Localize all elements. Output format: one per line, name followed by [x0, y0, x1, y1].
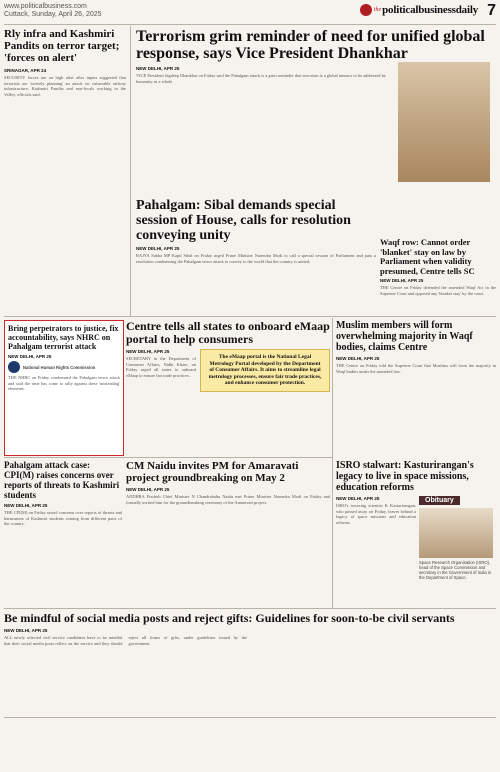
article-body: VICE President Jagdeep Dhankhar on Friday said the Pahalgam attack is a grim reminder that terrorism is a global menace to be addressed by humanity as a whole. [136, 73, 386, 84]
story-cpim[interactable] [4, 460, 122, 606]
emaap-highlight-box [200, 349, 330, 392]
headline[interactable]: Centre tells all states to onboard eMaap portal to help consumers [126, 320, 330, 346]
story-terrorism[interactable] [136, 28, 496, 198]
column-rule [130, 26, 131, 316]
article-body: THE Centre on Friday told the Supreme Court that Muslims will form the majority in Waqf bodies under the amended law. [336, 363, 496, 374]
story-isro[interactable] [336, 460, 496, 606]
article-body: ANDHRA Pradesh Chief Minister N Chandrababu Naidu met Prime Minister Narendra Modi on Friday and formally invited him for the groundbreaking ceremony of the Amaravati project. [126, 494, 330, 505]
dateline: NEW DELHI, APR 25 [136, 246, 180, 251]
issue-dateline: Cuttack, Sunday, April 26, 2025 [4, 11, 102, 18]
dateline: NEW DELHI, APR 25 [136, 66, 180, 71]
article-body: THE Centre on Friday defended the amended Waqf Act in the Supreme Court and opposed any 'blanket stay' by the court. [380, 285, 496, 296]
dateline: NEW DELHI, APR 25 [8, 354, 52, 359]
story-waqf[interactable] [380, 238, 496, 314]
brand [360, 4, 478, 16]
dateline: NEW DELHI, APR 25 [126, 487, 170, 492]
brand-prefix: the [373, 7, 382, 13]
dateline: NEW DELHI, APR 25 [336, 496, 380, 501]
brand-name: politicalbusinessdaily [382, 4, 478, 16]
emaap-quote: The eMaap portal is the National Legal Metrology Portal developed by the Department of Consumer Affairs. It aims to streamline legal metrology processes, ensure fair trade practices, and enhance consumer protection. [208, 354, 322, 386]
story-nhrc[interactable] [4, 320, 124, 456]
dateline: NEW DELHI, APR 25 [126, 349, 170, 354]
dateline: SRINAGAR, APR 24 [4, 68, 47, 73]
article-body: THE CPI(M) on Friday raised concerns over reports of threats and harassment of Kashmiri students coming from different parts of the country. [4, 510, 122, 526]
masthead-left [4, 3, 102, 19]
obituary-caption: Space Research Organisation (ISRO), head of the Space Commission and secretary in the Government of India in the Department of Space. [419, 560, 492, 580]
article-body: SECRETARY in the Department of Consumer Affairs, Nidhi Khare, on Friday urged all states to onboard eMaap to ensure fair trade practices. [126, 356, 196, 378]
nhrc-badge: National Human Rights Commission [23, 364, 96, 370]
dateline: NEW DELHI, APR 25 [336, 356, 380, 361]
story-kashmir[interactable] [4, 28, 126, 314]
section-rule [4, 717, 496, 718]
headline[interactable]: Be mindful of social media posts and reject gifts: Guidelines for soon-to-be civil servants [4, 612, 455, 625]
headline[interactable]: Pahalgam: Sibal demands special session of House, calls for resolution conveying unity [136, 198, 351, 243]
section-rule [4, 608, 496, 609]
dateline: NEW DELHI, APR 25 [380, 278, 424, 283]
website-url[interactable]: www.politicalbusiness.com [4, 3, 87, 10]
headline[interactable]: Waqf row: Cannot order 'blanket' stay on law by Parliament when validity presumed, Centre tells SC [380, 238, 475, 276]
brand-logo-icon [360, 4, 372, 16]
story-civil-servants[interactable] [4, 612, 496, 714]
vice-president-photo [398, 62, 490, 182]
column-rule [332, 318, 333, 608]
article-body: THE NHRC on Friday condemned the Pahalgam terror attack and said the time has come to rally against these 'misleading' elements. [8, 375, 120, 391]
headline[interactable]: Muslim members will form overwhelming majority in Waqf bodies, claims Centre [336, 320, 473, 353]
headline[interactable]: CM Naidu invites PM for Amaravati project groundbreaking on May 2 [126, 460, 299, 484]
article-body: ALL newly selected civil service candidates have to be mindful that their social media posts reflect on the service and they should reject all forms of gifts, under guidelines issued by the government. [4, 635, 247, 646]
page-number: 7 [487, 2, 496, 19]
nhrc-emblem-icon [8, 361, 20, 373]
section-rule [4, 316, 496, 317]
headline[interactable]: Pahalgam attack case: CPI(M) raises concerns over reports of threats to Kashmiri students [4, 460, 120, 500]
article-body: ISRO's towering scientist K Kasturirangan, who passed away on Friday, leaves behind a legacy of space missions and education reforms. [336, 503, 416, 525]
obituary-tag: Obituary [419, 496, 460, 505]
masthead [4, 2, 496, 25]
section-rule [4, 457, 332, 458]
article-body: SECURITY forces are on high alert after inputs suggested that terrorists are 'actively planning' an attack on vulnerable railway infrastructure, Kashmiri Pandits and non-locals working in the Valley, officials said. [4, 75, 126, 97]
dateline: NEW DELHI, APR 25 [4, 503, 48, 508]
headline[interactable]: ISRO stalwart: Kasturirangan's legacy to live in space missions, education reforms [336, 460, 474, 493]
article-body: RAJYA Sabha MP Kapil Sibal on Friday urged Prime Minister Narendra Modi to call a special session of Parliament and pass a resolution condemning the Pahalgam terror attack to convey to the world that the country is united. [136, 253, 376, 264]
headline[interactable]: Bring perpetrators to justice, fix accountability, says NHRC on Pahalgam terrorist attack [8, 324, 119, 351]
story-amaravati[interactable] [126, 460, 330, 606]
dateline: NEW DELHI, APR 25 [4, 628, 48, 633]
story-emaap[interactable] [126, 320, 330, 454]
kasturirangan-photo [419, 508, 493, 558]
headline[interactable]: Terrorism grim reminder of need for unified global response, says Vice President Dhankhar [136, 28, 485, 62]
story-sibal[interactable] [136, 198, 376, 314]
headline[interactable]: Rly infra and Kashmiri Pandits on terror target; 'forces on alert' [4, 28, 120, 64]
